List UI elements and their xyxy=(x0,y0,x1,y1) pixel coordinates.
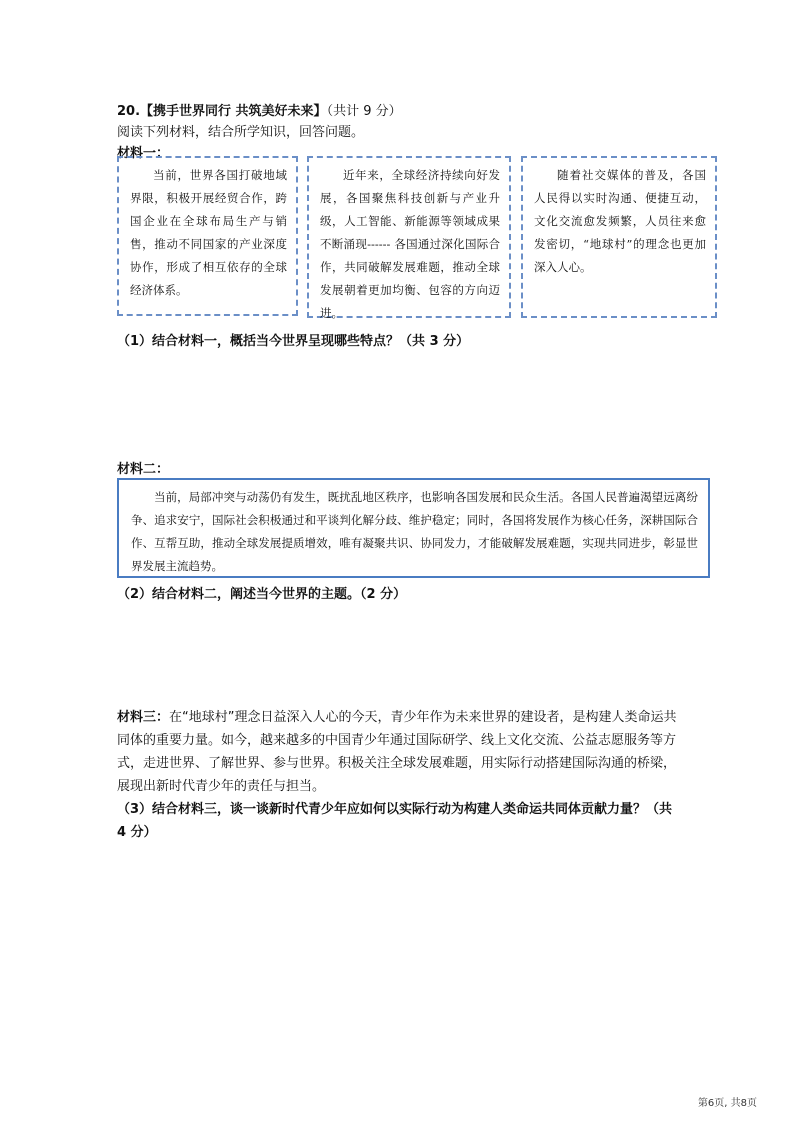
material3-text: 在“地球村”理念日益深入人心的今天，青少年作为未来世界的建设者，是构建人类命运共同体的重要力量。如今，越来越多的中国青少年通过国际研学、线上文化交流、公益志愿服务等方式，走进世界、了解世界、参与世界。积极关注全球发展难题，用实际行动搭建国际沟通的桥梁，展现出新时代青少年的责任与担当。 xyxy=(117,710,677,794)
material1-box-1 xyxy=(117,156,298,316)
page-number: 第6页, 共8页 xyxy=(697,1098,757,1109)
material1-label: 材料一： xyxy=(117,146,170,161)
question-1: （1）结合材料一，概括当今世界呈现哪些特点？（共 3 分） xyxy=(117,334,470,349)
question-score: （共计 9 分） xyxy=(326,104,402,119)
material3-block xyxy=(117,706,685,844)
material3-label: 材料三： xyxy=(117,710,170,725)
question-number: 20. xyxy=(117,104,141,119)
material1-box-3 xyxy=(521,156,717,318)
question-topic: 【携手世界同行 共筑美好未来】 xyxy=(140,104,327,119)
question-intro: 阅读下列材料，结合所学知识，回答问题。 xyxy=(117,125,365,140)
material1-box-2 xyxy=(307,156,511,318)
question-3: （3）结合材料三，谈一谈新时代青少年应如何以实际行动为构建人类命运共同体贡献力量？（共 4 分） xyxy=(117,802,673,840)
material2-box xyxy=(117,478,710,578)
question-2: （2）结合材料二，阐述当今世界的主题。（2 分） xyxy=(117,587,407,602)
material2-text: 当前，局部冲突与动荡仍有发生，既扰乱地区秩序，也影响各国发展和民众生活。各国人民普遍渴望远离纷争、追求安宁，国际社会积极通过和平谈判化解分歧、维护稳定；同时，各国将发展作为核心任务，深耕国际合作、互帮互助，推动全球发展提质增效，唯有凝聚共识、协同发力，才能破解发展难题，实现共同进步，彰显世界发展主流趋势。 xyxy=(131,490,698,573)
material1-text-2: 近年来，全球经济持续向好发展，各国聚焦科技创新与产业升级，人工智能、新能源等领域成果不断涌现------ 各国通过深化国际合作，共同破解发展难题，推动全球发展朝着更加均衡、包容的方向迈进。 xyxy=(320,168,500,320)
material1-text-3: 随着社交媒体的普及，各国人民得以实时沟通、便捷互动，文化交流愈发频繁，人员往来愈发密切，“地球村”的理念也更加深入人心。 xyxy=(534,168,706,274)
material2-label: 材料二： xyxy=(117,462,170,477)
material1-text-1: 当前，世界各国打破地域界限，积极开展经贸合作，跨国企业在全球布局生产与销售，推动不同国家的产业深度协作，形成了相互依存的全球经济体系。 xyxy=(130,168,287,297)
material3-paragraph xyxy=(117,706,685,798)
question-title xyxy=(117,100,402,119)
